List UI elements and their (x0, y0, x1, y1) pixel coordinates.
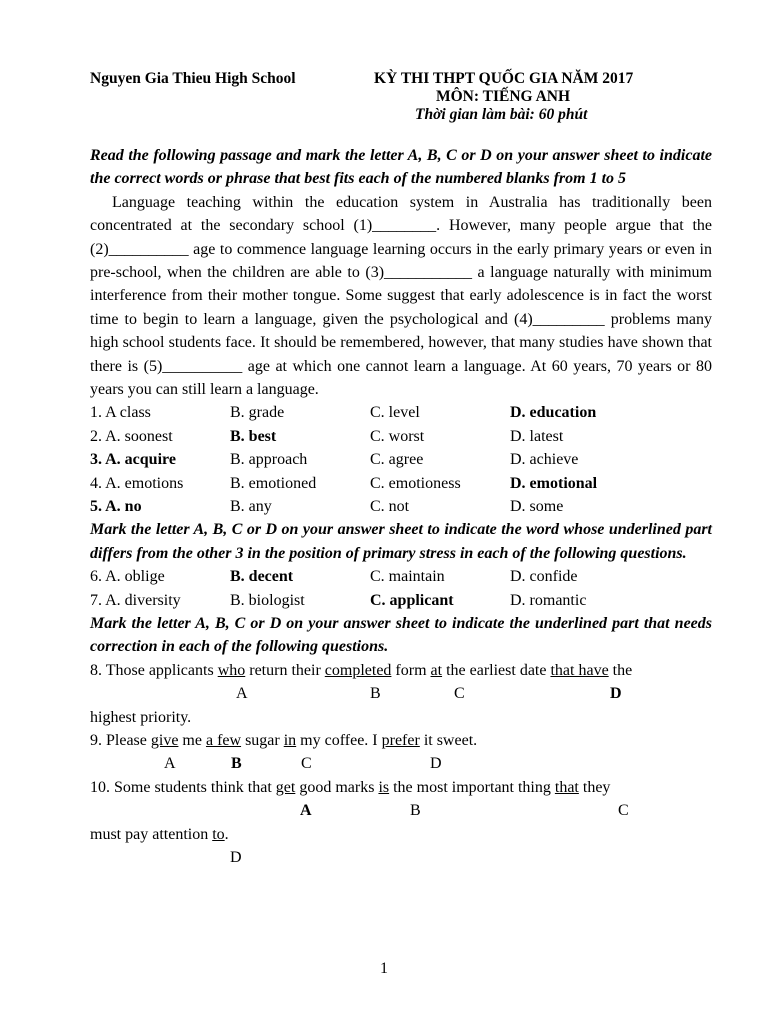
option-b: B. grade (230, 404, 285, 422)
option-b: B. best (230, 427, 277, 445)
option-d: D. achieve (510, 451, 579, 469)
option-c: C. agree (370, 451, 424, 469)
underlined-part-d: that have (550, 661, 609, 679)
letter-d: D (230, 849, 242, 867)
option-a: 3. A. acquire (90, 451, 176, 469)
section1-options (90, 401, 712, 518)
letter-a: A (300, 802, 312, 820)
question-row-4 (90, 472, 712, 495)
option-a: 5. A. no (90, 498, 142, 516)
option-c: C. emotioness (370, 474, 461, 492)
option-b: B. emotioned (230, 474, 317, 492)
letter-b: B (370, 685, 381, 703)
option-c: C. maintain (370, 568, 445, 586)
section2-instruction: Mark the letter A, B, C or D on your answer sheet to indicate the word whose underlined part differs from the other 3 in the position of primary stress in each of the following questions. (90, 521, 712, 562)
question-row-1 (90, 401, 712, 424)
exam-content (90, 144, 712, 869)
letter-c: C (618, 802, 629, 820)
underlined-part-b: completed (324, 661, 392, 679)
question-8-text: 8. Those applicants who return their completed form at the earliest date that have the (90, 661, 633, 679)
question-8-continued: highest priority. (90, 708, 192, 726)
question-8-letters (90, 682, 712, 705)
letter-c: C (454, 685, 465, 703)
option-a: 6. A. oblige (90, 568, 165, 586)
exam-duration: Thời gian làm bài: 60 phút (415, 106, 588, 123)
option-b: B. biologist (230, 591, 305, 609)
option-d: D. confide (510, 568, 578, 586)
question-10-continued: must pay attention to. (90, 825, 229, 843)
question-10-text: 10. Some students think that get good marks is the most important thing that they (90, 778, 611, 796)
option-d: D. education (510, 404, 597, 422)
letter-a: A (236, 685, 248, 703)
option-a: 2. A. soonest (90, 427, 173, 445)
underlined-part-b: is (378, 778, 390, 796)
option-d: D. emotional (510, 474, 598, 492)
underlined-part-b: a few (205, 732, 242, 750)
underlined-part-c: that (554, 778, 579, 796)
question-10-letters-line2 (90, 846, 712, 869)
underlined-part-a: get (275, 778, 296, 796)
underlined-part-c: in (283, 732, 297, 750)
page-number: 1 (380, 960, 388, 977)
exam-title: KỲ THI THPT QUỐC GIA NĂM 2017 (374, 70, 634, 87)
option-c: C. worst (370, 427, 425, 445)
option-b: B. approach (230, 451, 308, 469)
letter-d: D (430, 755, 442, 773)
underlined-part-a: give (150, 732, 179, 750)
letter-a: A (164, 755, 176, 773)
subject-title: MÔN: TIẾNG ANH (436, 88, 571, 105)
underlined-part-d: prefer (381, 732, 420, 750)
reading-passage: Language teaching within the education system in Australia has traditionally been concentrated at the secondary school (1)________. However, many people argue that the (2)__________ age to commence language learning occurs in the early primary years or even in pre-school, when the children are able to (3)___________ a language naturally with minimum interference from their mother tongue. Some suggest that early adolescence is in fact the worst time to begin to learn a language, given the psychological and (4)_________ problems many high school students face. It should be remembered, however, that many studies have shown that there is (5)__________ age at which one cannot learn a language. At 60 years, 70 years or 80 years you can still learn a language. (90, 193, 712, 399)
option-b: B. decent (230, 568, 294, 586)
section2-options (90, 565, 712, 612)
section1-instruction: Read the following passage and mark the letter A, B, C or D on your answer sheet to indicate the correct words or phrase that best fits each of the numbered blanks from 1 to 5 (90, 147, 712, 188)
question-row-6 (90, 565, 712, 588)
letter-b: B (231, 755, 242, 773)
question-row-5 (90, 495, 712, 518)
underlined-part-d: to (212, 825, 225, 843)
option-b: B. any (230, 498, 272, 516)
underlined-part-c: at (430, 661, 443, 679)
option-d: D. latest (510, 427, 564, 445)
letter-d: D (610, 685, 622, 703)
option-c: C. not (370, 498, 410, 516)
option-a: 7. A. diversity (90, 591, 181, 609)
question-10-letters (90, 799, 712, 822)
question-row-3 (90, 448, 712, 471)
question-9-text: 9. Please give me a few sugar in my coffee. I prefer it sweet. (90, 732, 478, 750)
option-a: 1. A class (90, 404, 151, 422)
underlined-part-a: who (217, 661, 246, 679)
option-a: 4. A. emotions (90, 474, 184, 492)
letter-b: B (410, 802, 421, 820)
question-row-7 (90, 589, 712, 612)
section3-instruction: Mark the letter A, B, C or D on your answer sheet to indicate the underlined part that needs correction in each of the following questions. (90, 615, 712, 656)
question-row-2 (90, 425, 712, 448)
question-9-letters (90, 752, 712, 775)
option-c: C. applicant (370, 591, 454, 609)
school-name: Nguyen Gia Thieu High School (90, 70, 296, 87)
option-d: D. some (510, 498, 564, 516)
option-c: C. level (370, 404, 420, 422)
letter-c: C (301, 755, 312, 773)
option-d: D. romantic (510, 591, 587, 609)
